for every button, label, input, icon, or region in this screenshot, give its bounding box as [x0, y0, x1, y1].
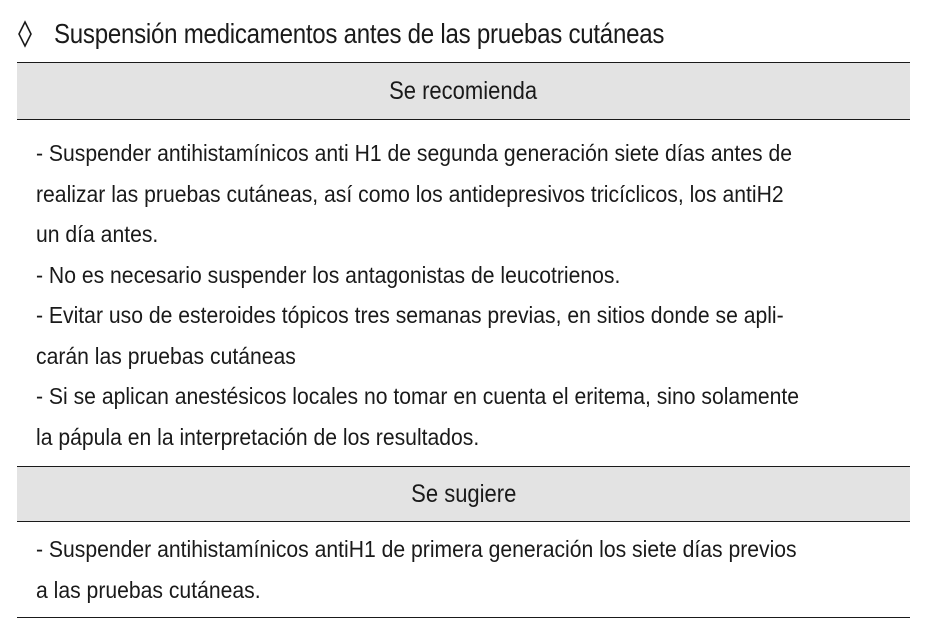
diamond-outline-icon	[18, 18, 42, 50]
section-header-suggested	[17, 466, 910, 522]
section-header-recommended	[17, 62, 910, 120]
text-line: - Suspender antihistamínicos anti H1 de segunda generación siete días antes de	[36, 140, 793, 166]
text-line: - Si se aplican anestésicos locales no tomar en cuenta el eritema, sino solamente	[36, 383, 799, 409]
section-header-label: Se sugiere	[410, 479, 517, 508]
text-line: un día antes.	[36, 221, 159, 247]
text-line: la pápula en la interpretación de los resultados.	[36, 423, 480, 450]
text-line: realizar las pruebas cutáneas, así como los antidepresivos tricíclicos, los antiH2	[36, 180, 784, 207]
section-title-row	[18, 14, 763, 54]
page-title: Suspensión medicamentos antes de las pruebas cutáneas	[54, 18, 665, 49]
text-line: - Evitar uso de esteroides tópicos tres semanas previas, en sitios donde se apli-	[36, 302, 784, 328]
text-line: - No es necesario suspender los antagonistas de leucotrienos.	[36, 261, 621, 288]
text-line: carán las pruebas cutáneas	[36, 342, 296, 369]
section-body-suggested	[36, 529, 916, 610]
text-line: a las pruebas cutáneas.	[36, 576, 261, 603]
bottom-rule	[17, 617, 910, 618]
section-body-recommended	[36, 133, 916, 457]
text-line: - Suspender antihistamínicos antiH1 de primera generación los siete días previos	[36, 536, 797, 562]
section-header-label: Se recomienda	[389, 76, 538, 105]
